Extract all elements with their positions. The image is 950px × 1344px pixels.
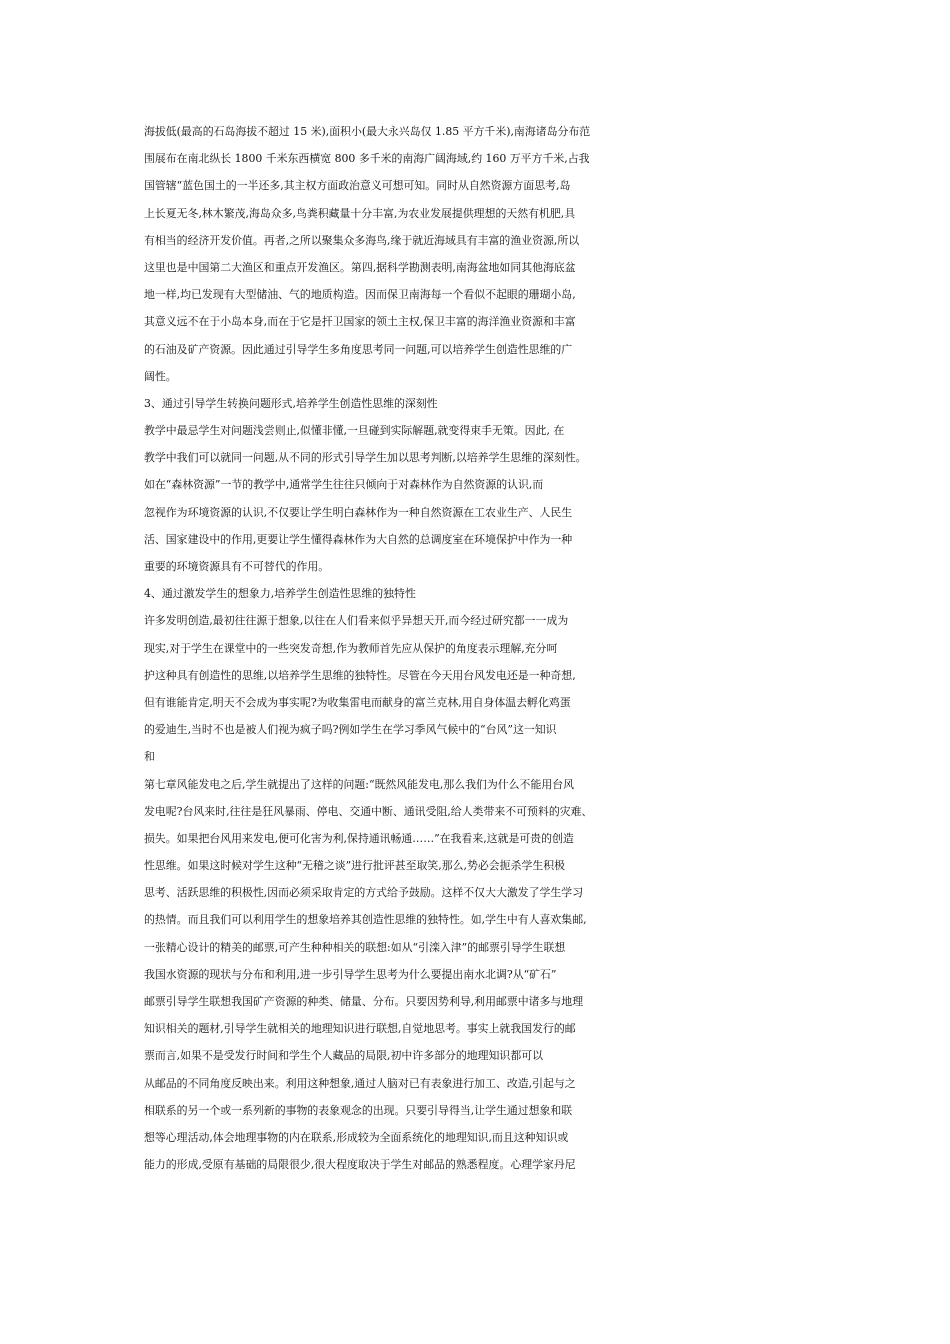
text-line: 但有谁能肯定,明天不会成为事实呢?为收集雷电而献身的富兰克林,用自身体温去孵化鸡蛋 <box>144 695 571 709</box>
text-line: 相联系的另一个或一系列新的事物的表象观念的出现。只要引导得当,让学生通过想象和联 <box>144 1103 573 1117</box>
text-line: 重要的环境资源具有不可替代的作用。 <box>144 560 330 573</box>
text-line: 能力的形成,受原有基础的局限很少,很大程度取决于学生对邮品的熟悉程度。心理学家丹尼 <box>144 1158 576 1172</box>
text-line: 和 <box>144 750 155 764</box>
text-line: 的石油及矿产资源。因此通过引导学生多角度思考同一问题,可以培养学生创造性思维的广 <box>144 342 573 356</box>
text-line: 教学中最忌学生对问题浅尝则止,似懂非懂,一旦碰到实际解题,就变得束手无策。因此, 在 <box>144 424 565 438</box>
body-text <box>144 118 814 1178</box>
text-line: 其意义远不在于小岛本身,而在于它是扞卫国家的领土主权,保卫丰富的海洋渔业资源和丰富 <box>144 315 576 329</box>
text-line: 性思维。如果这时候对学生这种“无稽之谈”进行批评甚至取笑,那么,势必会扼杀学生积极 <box>144 859 566 873</box>
text-line: 第七章风能发电之后,学生就提出了这样的问题:“既然风能发电,那么我们为什么不能用台风 <box>144 777 575 791</box>
text-line: 损失。如果把台风用来发电,便可化害为利,保持通讯畅通……”在我看来,这就是可贵的创造 <box>144 831 574 845</box>
text-line: 4、通过激发学生的想象力,培养学生创造性思维的独特性 <box>144 587 416 601</box>
text-line: 知识相关的题材,引导学生就相关的地理知识进行联想,自觉地思考。事实上就我国发行的邮 <box>144 1022 576 1036</box>
text-line: 海拔低(最高的石岛海拔不超过 15 米),面积小(最大永兴岛仅 1.85 平方千米),南海诸岛分布范 <box>144 125 591 138</box>
text-line: 如在“森林资源”一节的教学中,通常学生往往只倾向于对森林作为自然资源的认识,而 <box>144 478 544 492</box>
text-line: 有相当的经济开发价值。再者,之所以聚集众多海鸟,缘于就近海域具有丰富的渔业资源,所以 <box>144 233 580 247</box>
text-line: 阔性。 <box>144 369 177 383</box>
text-line: 护这种具有创造性的思维,以培养学生思维的独特性。尽管在今天用台风发电还是一种奇想, <box>144 668 576 682</box>
text-line: 从邮品的不同角度反映出来。利用这种想象,通过人脑对已有表象进行加工、改造,引起与之 <box>144 1076 576 1090</box>
text-line: 想等心理活动,体会地理事物的内在联系,形成较为全面系统化的地理知识,而且这种知识或 <box>144 1130 569 1144</box>
text-line: 地一样,均已发现有大型储油、气的地质构造。因而保卫南海每一个看似不起眼的珊瑚小岛, <box>144 288 576 302</box>
text-line: 发电呢?台风来时,往往是狂风暴雨、停电、交通中断、通讯受阻,给人类带来不可预料的灾难、 <box>144 804 593 818</box>
text-line: 邮票引导学生联想我国矿产资源的种类、储量、分布。只要因势利导,利用邮票中诸多与地理 <box>144 995 584 1008</box>
text-line: 国管辖“蓝色国土的一半还多,其主权方面政治意义可想可知。同时从自然资源方面思考,岛 <box>144 179 571 193</box>
text-line: 许多发明创造,最初往往源于想象,以往在人们看来似乎异想天开,而今经过研究都一一成为 <box>144 614 569 628</box>
text-line: 忽视作为环境资源的认识,不仅要让学生明白森林作为一种自然资源在工农业生产、人民生 <box>144 505 573 519</box>
text-line: 的爱迪生,当时不也是被人们视为疯子吗?例如学生在学习季风气候中的“台风”这一知识 <box>144 723 557 737</box>
text-line: 活、国家建设中的作用,更要让学生懂得森林作为大自然的总调度室在环境保护中作为一种 <box>144 532 573 546</box>
text-line: 思考、活跃思维的积极性,因而必须采取肯定的方式给予鼓励。这样不仅大大激发了学生学习 <box>144 886 584 900</box>
text-line: 教学中我们可以就同一问题,从不同的形式引导学生加以思考判断,以培养学生思维的深刻性。 <box>144 451 587 465</box>
text-line: 这里也是中国第二大渔区和重点开发渔区。第四,据科学勘测表明,南海盆地如同其他海底盆 <box>144 260 576 274</box>
text-line: 上长夏无冬,林木繁茂,海岛众多,鸟粪积藏量十分丰富,为农业发展提供理想的天然有机肥,具 <box>144 206 576 220</box>
text-line: 一张精心设计的精美的邮票,可产生种种相关的联想:如从“引滦入津”的邮票引导学生联想 <box>144 940 566 954</box>
text-line: 我国水资源的现状与分布和利用,进一步引导学生思考为什么要提出南水北调?从“矿石” <box>144 967 557 981</box>
text-line: 现实,对于学生在课堂中的一些突发奇想,作为教师首先应从保护的角度表示理解,充分呵 <box>144 641 558 655</box>
text-line: 3、通过引导学生转换问题形式,培养学生创造性思维的深刻性 <box>144 396 438 410</box>
text-line: 围展布在南北纵长 1800 千米东西横宽 800 多千米的南海广阔海域,约 160 万平方千米,占我 <box>144 152 590 166</box>
text-line: 票而言,如果不是受发行时间和学生个人藏品的局限,初中许多部分的地理知识都可以 <box>144 1049 543 1063</box>
text-line: 的热情。而且我们可以利用学生的想象培养其创造性思维的独特性。如,学生中有人喜欢集邮, <box>144 913 587 927</box>
